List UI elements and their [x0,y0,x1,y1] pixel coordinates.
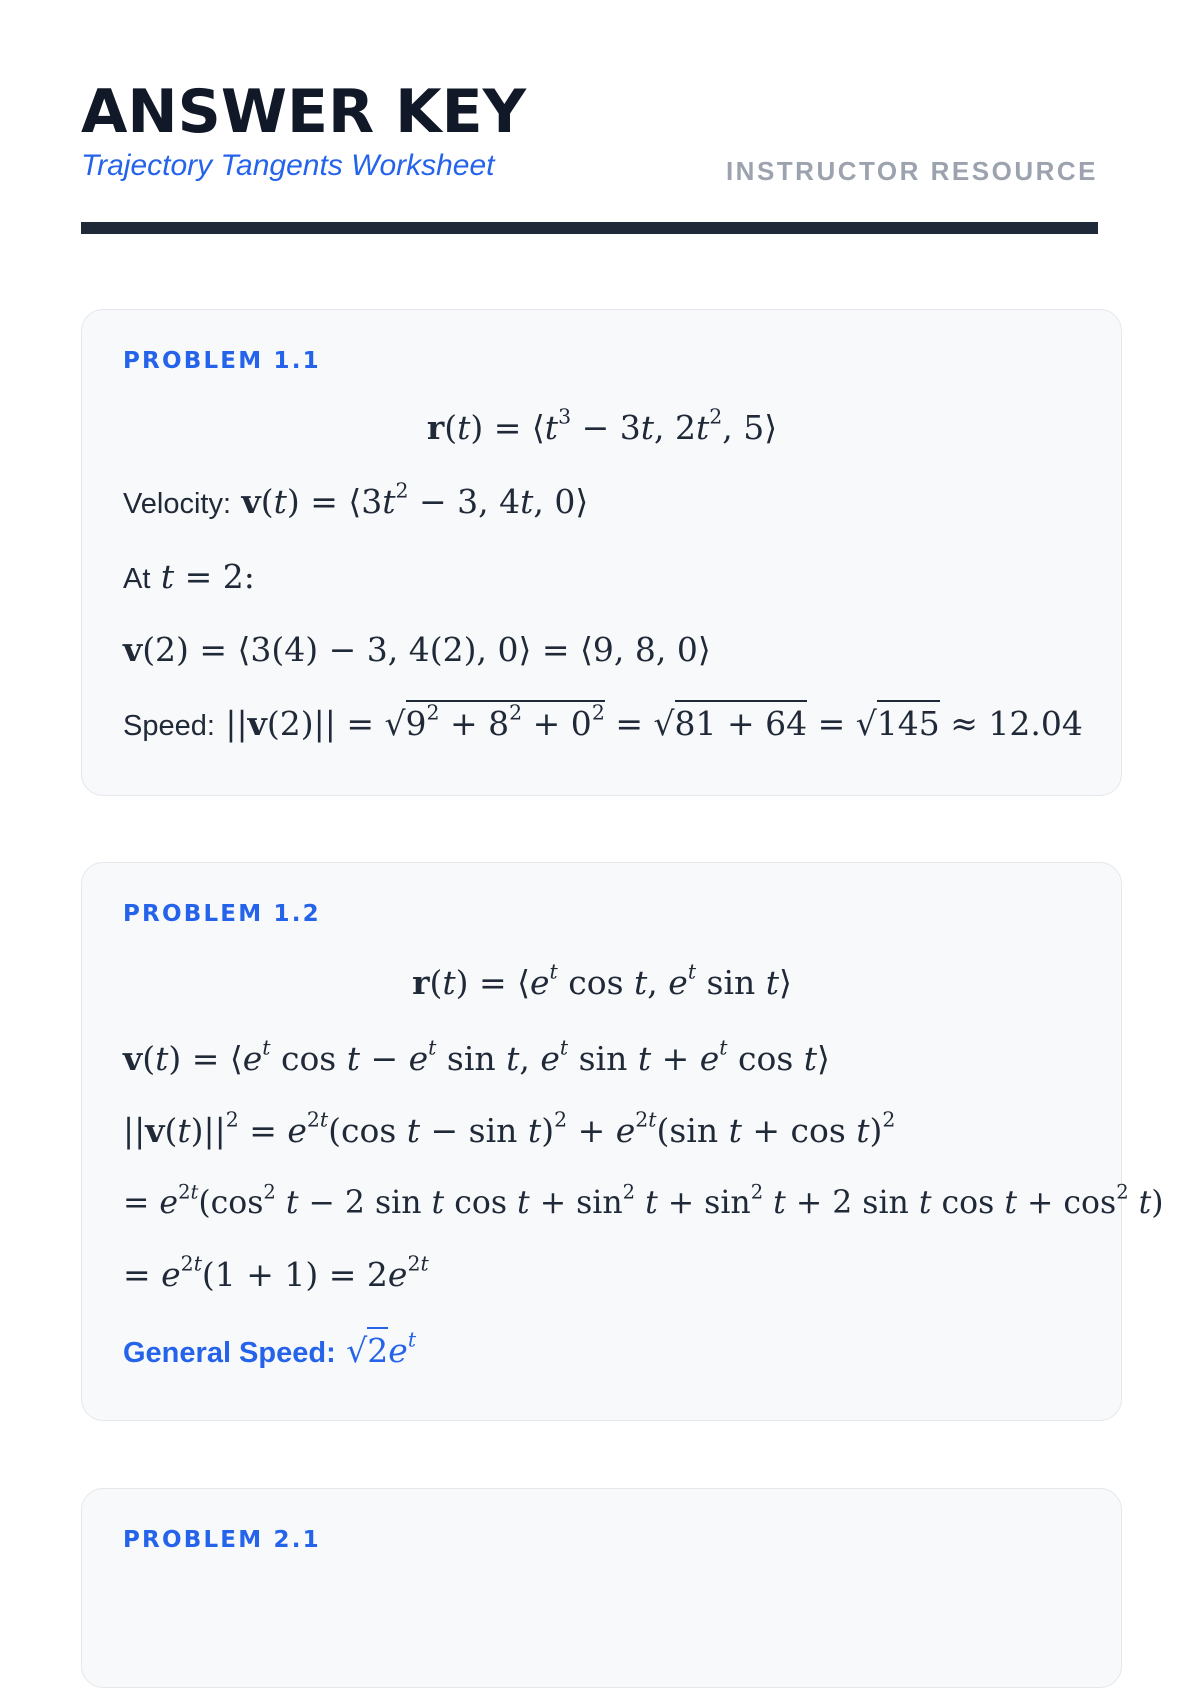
speed-equation: Speed: $||v(2)|| = √9^2 + 8^2 + 0^2 = √81 + 64 = √145 \approx 12.04$ [123,700,1083,743]
problem-label: PROBLEM 1.1 [123,348,321,374]
position-vector-equation: $r(t) = ⟨e^t$ cos t, $e^t$ sin t⟩ [412,959,792,1002]
velocity-equation: Velocity: $v(t) = ⟨3t^2 - 3$, 4t, 0⟩ [123,478,589,521]
evaluation-point: At t = 2: [123,557,255,596]
problem-card-1-1 [81,309,1122,796]
problem-card-1-2 [81,862,1164,1421]
problem-label: PROBLEM 2.1 [123,1527,321,1553]
page-header [81,0,1098,186]
general-speed-result: General Speed: $√2e^t$ [123,1327,417,1370]
resource-label: INSTRUCTOR RESOURCE [725,156,1098,186]
velocity-label: Velocity: [123,488,231,520]
speed-squared-equation: $||v(t)||^2 = e^{2t}(\cos$ $t - \sin t)^2 + e^{2t}(\sin$ t + cos t)$^2$ [123,1107,896,1150]
position-vector-equation: $r(t) = ⟨t^3 - 3t$, $2t^2$, 5⟩ [426,404,778,447]
problem-label: PROBLEM 1.2 [123,901,321,927]
header-divider [81,222,1098,234]
velocity-at-point-equation: v(2) = ⟨3(4) − 3, 4(2), 0⟩ = ⟨9, 8, 0⟩ [123,630,711,669]
simplification-step: = $e^{2t}(1 + 1) = 2e^{2t}$ [123,1251,429,1294]
at-label: At [123,563,151,595]
velocity-equation: $v(t) = ⟨e^t$ $\cos t - e^t$ sin t, $e^t$ $\sin t + e^t$ cos t⟩ [123,1035,830,1078]
worksheet-subtitle: Trajectory Tangents Worksheet [81,149,495,182]
general-speed-label: General Speed: [123,1337,336,1369]
page-title: ANSWER KEY [81,77,527,147]
expansion-step: = $e^{2t}(\cos^2$ t − 2 sin t $\cos t + \sin^2 t + \sin^2 t + 2$ sin t $\cos t + \cos^2 t$) [123,1180,1164,1221]
speed-label: Speed: [123,710,215,742]
problem-card-2-1 [81,1488,1122,1688]
